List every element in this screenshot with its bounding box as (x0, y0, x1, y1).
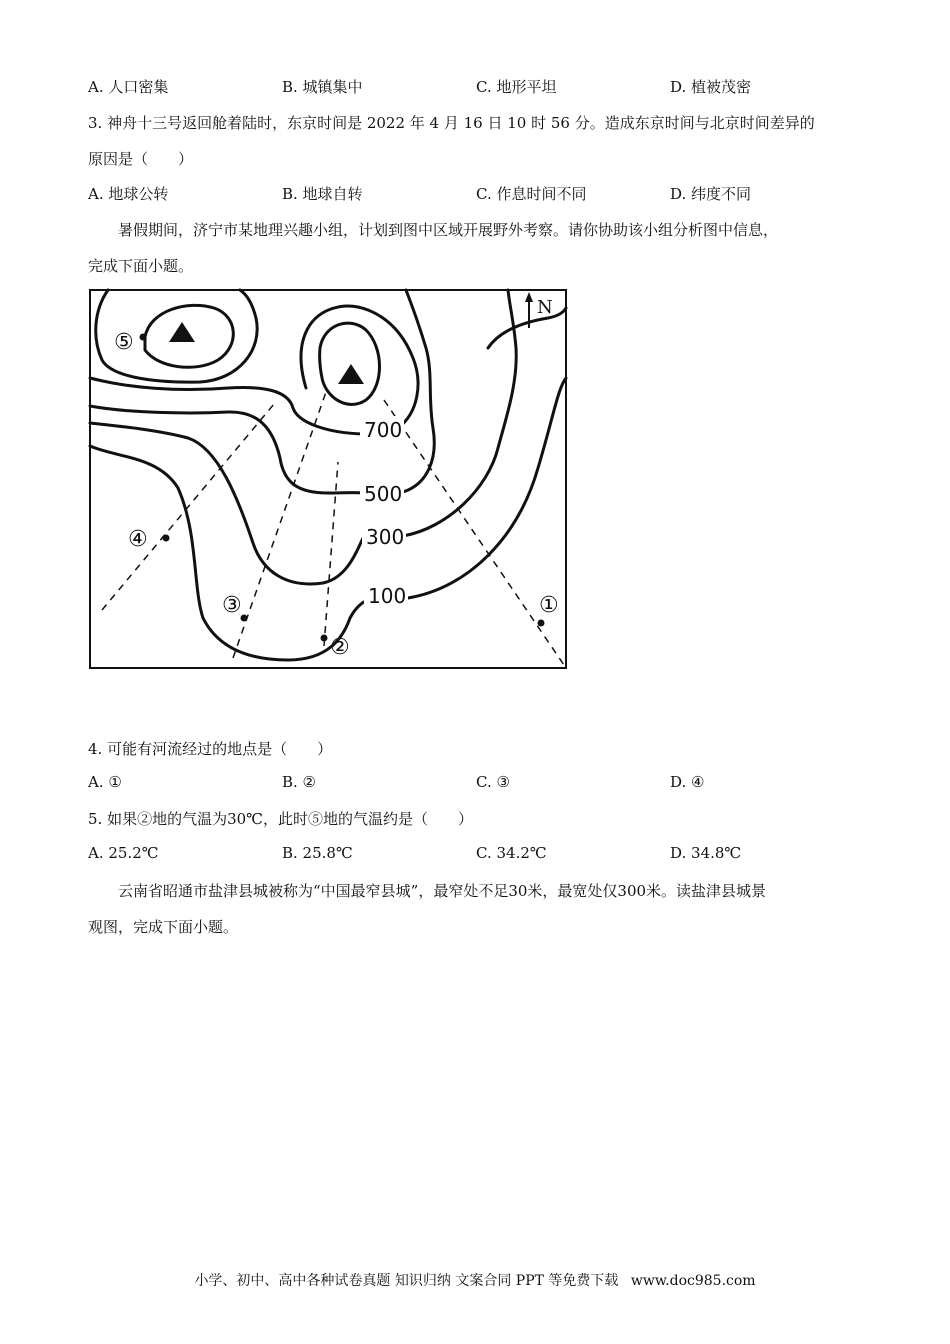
q3-stem-line1: 3. 神舟十三号返回舱着陆时，东京时间是 2022 年 4 月 16 日 10 时 56 分。造成东京时间与北京时间差异的 (88, 114, 815, 132)
label-300: 300 (366, 525, 405, 549)
point-label-2: ② (330, 635, 350, 660)
q3-option-b: B. 地球自转 (282, 185, 363, 203)
q4-option-b: B. ② (282, 773, 317, 791)
contour-map (88, 288, 570, 671)
q3-option-c: C. 作息时间不同 (476, 185, 587, 203)
q4-option-a: A. ① (88, 773, 122, 791)
q5-option-d: D. 34.8℃ (670, 844, 742, 862)
q3-option-a: A. 地球公转 (88, 185, 169, 203)
q4-option-c: C. ③ (476, 773, 510, 791)
q4-option-d: D. ④ (670, 773, 705, 791)
label-700: 700 (364, 418, 403, 442)
q3-option-d: D. 纬度不同 (670, 185, 752, 203)
label-100: 100 (368, 584, 407, 608)
point-label-3: ③ (222, 593, 242, 618)
point-label-4: ④ (128, 527, 148, 552)
footer-url[interactable]: www.doc985.com (630, 1273, 756, 1289)
q3-stem-line2: 原因是（ ） (88, 150, 194, 168)
dot-5 (140, 334, 147, 341)
map-frame (90, 290, 566, 668)
q5-option-a: A. 25.2℃ (88, 844, 159, 862)
q5-stem: 5. 如果②地的气温为30℃，此时⑤地的气温约是（ ） (88, 810, 473, 828)
q2-option-c: C. 地形平坦 (476, 78, 557, 96)
intro2-line2: 观图，完成下面小题。 (88, 918, 239, 936)
point-label-5: ⑤ (114, 330, 134, 355)
page-footer (0, 1270, 950, 1290)
intro1-line1: 暑假期间，济宁市某地理兴趣小组，计划到图中区域开展野外考察。请你协助该小组分析图中信息， (118, 221, 779, 239)
q5-option-c: C. 34.2℃ (476, 844, 547, 862)
label-500: 500 (364, 482, 403, 506)
intro1-line2: 完成下面小题。 (88, 257, 194, 275)
q2-option-b: B. 城镇集中 (282, 78, 363, 96)
north-label: N (537, 297, 553, 318)
footer-text: 小学、初中、高中各种试卷真题 知识归纳 文案合同 PPT 等免费下载 (194, 1273, 619, 1289)
dot-2 (321, 635, 328, 642)
dot-1 (538, 620, 545, 627)
dot-4 (163, 535, 170, 542)
q5-option-b: B. 25.8℃ (282, 844, 353, 862)
intro2-line1: 云南省昭通市盐津县城被称为“中国最窄县城”，最窄处不足30米，最宽处仅300米。读盐津县城景 (118, 882, 767, 900)
point-label-1: ① (539, 593, 559, 618)
q4-stem: 4. 可能有河流经过的地点是（ ） (88, 740, 333, 758)
q2-option-d: D. 植被茂密 (670, 78, 752, 96)
q2-option-a: A. 人口密集 (88, 78, 169, 96)
